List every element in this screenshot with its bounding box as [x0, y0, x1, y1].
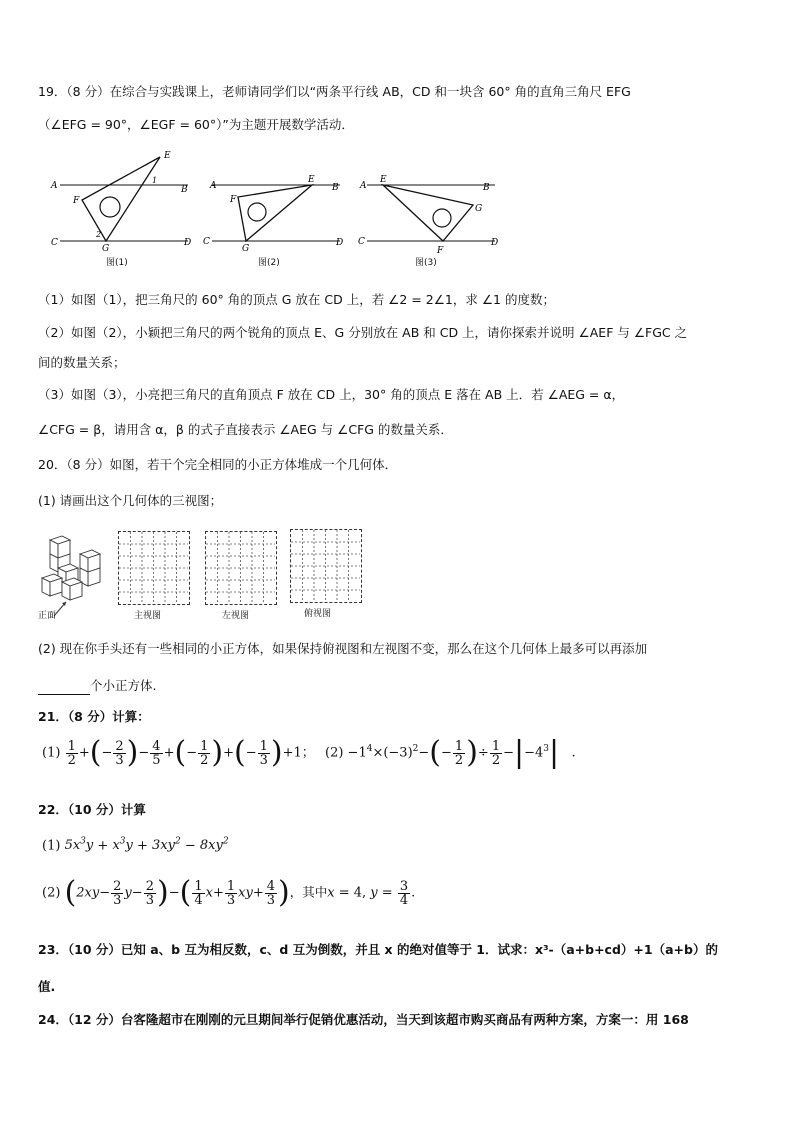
q20-part2a: (2) 现在你手头还有一些相同的小正方体，如果保持俯视图和左视图不变，那么在这个几何体上最多可以再添加: [38, 641, 648, 656]
q19-line1: 19．（8 分）在综合与实践课上，老师请同学们以“两条平行线 AB，CD 和一块含 60° 角的直角三角尺 EFG: [38, 84, 631, 99]
q22-expr-2: (2) (2xy− $\frac{2}{3}$ y− $\frac{2}{3}$ )−( $\frac{1}{4}$ x+ $\frac{1}{3}$ xy+ $\frac{4}{3}$ )，其中x = 4, y = $\frac{3}{4}$ .: [42, 875, 416, 910]
left-view-grid[interactable]: [205, 531, 277, 605]
q20-part1: (1) 请画出这个几何体的三视图；: [38, 493, 223, 508]
q22-expr-1: (1) $5x^3y + x^3y + 3xy^2 - 8xy^2$: [42, 837, 229, 854]
q21-title: 21．（8 分）计算：: [38, 709, 150, 724]
q23-line1: 23．（10 分）已知 a、b 互为相反数，c、d 互为倒数，并且 x 的绝对值等于 1．试求：x³-（a+b+cd）+1（a+b）的: [38, 942, 718, 957]
figure-3-caption: 图(3): [415, 258, 437, 268]
q20-part2b-line: [38, 677, 156, 695]
svg-text:C: C: [358, 237, 365, 247]
label-E: E: [164, 151, 171, 161]
svg-text:A: A: [210, 181, 217, 191]
q21-e2-label: (2): [325, 745, 344, 761]
svg-text:E: E: [380, 175, 387, 185]
top-view-gridlines: [291, 530, 360, 601]
q20-line1: 20．（8 分）如图，若干个完全相同的小正方体堆成一个几何体．: [38, 457, 398, 472]
q19-part3a: （3）如图（3），小亮把三角尺的直角顶点 F 放在 CD 上，30° 角的顶点 E 落在 AB 上．若 ∠AEG = α，: [38, 387, 625, 402]
q21-e1-label: (1): [42, 745, 61, 761]
svg-text:B: B: [332, 183, 339, 193]
svg-text:2: 2: [96, 230, 102, 239]
answer-blank[interactable]: [38, 682, 90, 695]
top-view-grid[interactable]: [290, 529, 362, 603]
front-view-grid[interactable]: [118, 531, 190, 605]
q21-expr-1: (1) $\frac{1}{2}$ +(− $\frac{2}{3}$ )− $\frac{4}{5}$ +(− $\frac{1}{2}$ )+(− $\frac{1}{3}$ )+1；: [42, 735, 315, 770]
left-view-label: 左视图: [222, 611, 250, 621]
svg-text:E: E: [308, 175, 315, 185]
svg-text:F: F: [437, 246, 444, 256]
q21-expr-2: $(2) -1^4\times(-3)^2-(-$ $\frac{1}{2}$ )÷ $\frac{1}{2}$ $-|-4^3|$ .: [325, 735, 576, 770]
figure-2: [200, 145, 350, 270]
q22-title: 22．（10 分）计算: [38, 802, 146, 817]
svg-text:C: C: [203, 237, 210, 247]
cube-stack-figure: [36, 530, 108, 620]
q19-part2b: 间的数量关系；: [38, 355, 126, 370]
front-view-gridlines: [119, 532, 188, 603]
q22-condition-word: ，其中: [289, 884, 328, 900]
front-label: 正面: [38, 611, 57, 621]
q24-line1: 24．（12 分）台客隆超市在刚刚的元旦期间举行促销优惠活动，当天到该超市购买商品有两种方案，方案一：用 168: [38, 1012, 689, 1027]
q23-line2: 值.: [38, 979, 56, 994]
q19-part2a: （2）如图（2），小颖把三角尺的两个锐角的顶点 E、G 分别放在 AB 和 CD 上，请你探索并说明 ∠AEF 与 ∠FGC 之: [38, 325, 688, 340]
svg-text:F: F: [73, 196, 80, 206]
figure-1-caption: 图(1): [106, 258, 128, 268]
figure-1: [48, 145, 198, 270]
svg-text:G: G: [102, 244, 110, 254]
q19-line2: （∠EFG = 90°，∠EGF = 60°）”为主题开展数学活动．: [38, 117, 354, 132]
q22-e1-label: (1): [42, 838, 61, 854]
left-view-gridlines: [206, 532, 275, 603]
svg-text:G: G: [242, 244, 250, 254]
svg-text:D: D: [336, 238, 344, 248]
svg-text:G: G: [475, 204, 483, 214]
svg-text:C: C: [51, 238, 58, 248]
q19-part3b: ∠CFG = β，请用含 α，β 的式子直接表示 ∠AEG 与 ∠CFG 的数量关系．: [38, 422, 453, 437]
svg-text:D: D: [491, 238, 499, 248]
svg-text:A: A: [51, 181, 58, 191]
svg-text:B: B: [181, 185, 188, 195]
figure-3: [355, 145, 505, 270]
svg-text:D: D: [184, 238, 192, 248]
svg-text:F: F: [230, 195, 237, 205]
svg-text:B: B: [483, 183, 490, 193]
q19-part1: （1）如图（1），把三角尺的 60° 角的顶点 G 放在 CD 上，若 ∠2 = 2∠1，求 ∠1 的度数；: [38, 292, 555, 307]
top-view-label: 俯视图: [304, 609, 332, 619]
q20-part2b: 个小正方体.: [90, 678, 157, 693]
svg-text:1: 1: [152, 176, 158, 185]
figure-2-caption: 图(2): [258, 258, 280, 268]
q22-e2-label: (2): [42, 885, 61, 901]
front-view-label: 主视图: [134, 611, 162, 621]
svg-text:A: A: [360, 181, 367, 191]
